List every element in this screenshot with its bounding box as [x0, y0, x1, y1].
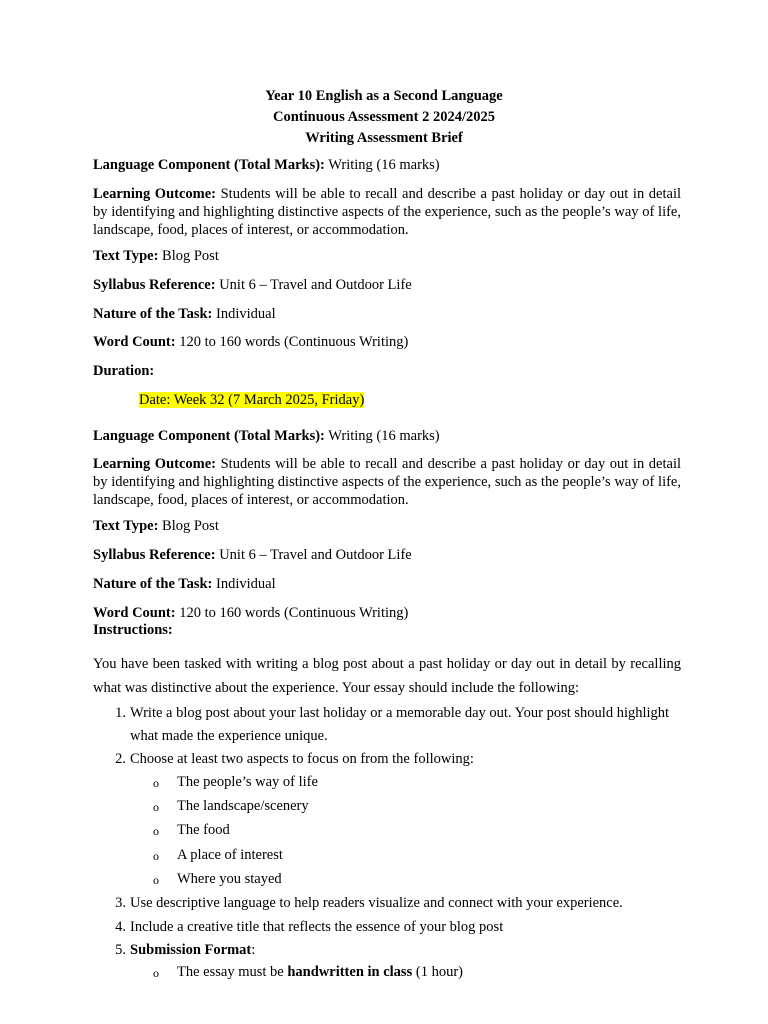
bullet-icon: o	[153, 824, 159, 838]
language-component-2: Language Component (Total Marks): Writing (16 marks)	[93, 428, 440, 444]
date-highlight: Date: Week 32 (7 March 2025, Friday)	[139, 392, 365, 408]
bullet-icon: o	[153, 849, 159, 863]
header-title-line3: Writing Assessment Brief	[305, 130, 463, 146]
nature-of-task-1: Nature of the Task: Individual	[93, 306, 276, 322]
submission-format-label: Submission Format	[130, 942, 252, 958]
bullet-icon: o	[153, 873, 159, 887]
bullet-icon: o	[153, 776, 159, 790]
learning-outcome-1: Learning Outcome: Students will be able to recall and describe a past holiday or day out in detail by identifying and highlighting distinctive aspects of the experience, such as the people’s way of life, landscape, food, places of interest, or accommodation.	[93, 186, 682, 238]
header-title-line2: Continuous Assessment 2 2024/2025	[273, 109, 495, 125]
duration-label: Duration:	[93, 363, 155, 379]
word-count-2: Word Count: 120 to 160 words (Continuous Writing)	[93, 605, 409, 621]
learning-outcome-2: Learning Outcome: Students will be able to recall and describe a past holiday or day out in detail by identifying and highlighting distinctive aspects of the experience, such as the people’s way of life, landscape, food, places of interest, or accommodation.	[93, 456, 682, 508]
document-header	[0, 86, 768, 149]
text-type-1: Text Type: Blog Post	[93, 248, 219, 264]
language-component-1: Language Component (Total Marks): Writing (16 marks)	[93, 157, 440, 173]
syllabus-reference-1: Syllabus Reference: Unit 6 – Travel and Outdoor Life	[93, 277, 412, 293]
instructions-label: Instructions:	[93, 622, 173, 638]
word-count-1: Word Count: 120 to 160 words (Continuous Writing)	[93, 334, 409, 350]
nature-of-task-2: Nature of the Task: Individual	[93, 576, 276, 592]
text-type-2: Text Type: Blog Post	[93, 518, 219, 534]
syllabus-reference-2: Syllabus Reference: Unit 6 – Travel and Outdoor Life	[93, 547, 412, 563]
document-page: Year 10 English as a Second Language Continuous Assessment 2 2024/2025 Writing Assessment Brief Language Component (Total Marks): Writing (16 marks) Learning Outcome: Students will be able to recall and describe a past holiday or day out in detail by identifying and highlighting distinctive aspects of the experience, such as the people’s way of life, landscape, food, places of interest, or accommodation. Text Type: Blog Post Syllabus Reference: Unit 6 – Travel and Outdoor Life Nature of the Task: Individual Word Count: 120 to 160 words (Continuous Writing) Duration: Date: Week 32 (7 March 2025, Friday) Language Component (Total Marks): Writing (16 marks) Learning Outcome: Students will be able to recall and describe a past holiday or day out in detail by identifying and highlighting distinctive aspects of the experience, such as the people’s way of life, landscape, food, places of interest, or accommodation. Text Type: Blog Post Syllabus Reference: Unit 6 – Travel and Outdoor Life Nature of the Task: Individual Word Count: 120 to 160 words (Continuous Writing) Instructions: You have been tasked with writing a blog post about a past holiday or day out in detail by recalling what was distinctive about the experience. Your essay should include the following: 1. Write a blog post about your last holiday or a memorable day out. Your post should highlight what made the experience unique. 2. Choose at least two aspects to focus on from the following: o The people’s way of life o The landscape/scenery o The food o A place of interest o Where you stayed 3. Use descriptive language to help readers visualize and connect with your experience. 4. Include a creative title that reflects the essence of your blog post 5. Submission Format: o The essay must be handwritten in class (1 hour)	[0, 0, 768, 1024]
intro-paragraph: You have been tasked with writing a blog post about a past holiday or day out in detail by recalling what was distinctive about the experience. Your essay should include the following:	[93, 656, 681, 696]
header-title-line1: Year 10 English as a Second Language	[265, 88, 503, 104]
bullet-icon: o	[153, 800, 159, 814]
bullet-icon: o	[153, 966, 159, 980]
